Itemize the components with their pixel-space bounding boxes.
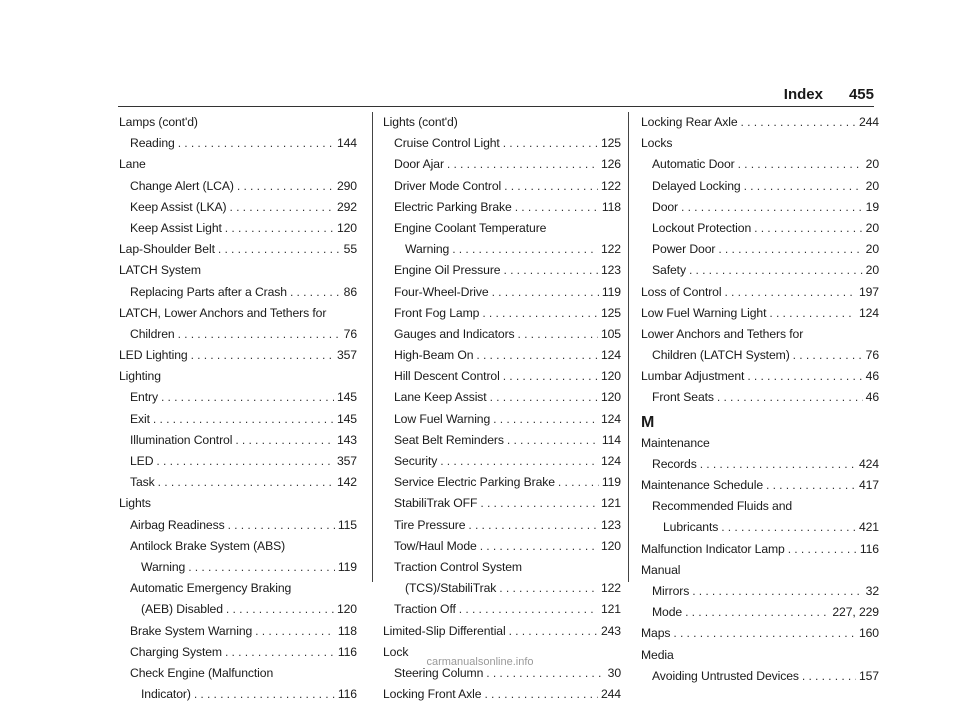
index-entry (119, 366, 357, 387)
entry-page-ref[interactable]: 119 (601, 284, 621, 299)
index-entry (641, 324, 879, 345)
index-entry (119, 515, 357, 536)
index-entry (641, 666, 879, 687)
dot-leader (788, 539, 857, 560)
entry-label: Power Door (652, 242, 716, 257)
entry-label: Brake System Warning (130, 623, 253, 638)
entry-page-ref[interactable]: 124 (600, 454, 621, 468)
dot-leader (747, 366, 862, 387)
entry-label: (TCS)/StabiliTrak (405, 581, 497, 596)
entry-label: Keep Assist (LKA) (130, 199, 227, 214)
entry-page-ref[interactable]: 120 (600, 369, 621, 384)
dot-leader (480, 493, 598, 514)
entry-label: Hill Descent Control (394, 369, 500, 384)
dot-leader (237, 176, 334, 197)
entry-label: Lubricants (663, 520, 719, 535)
entry-label: Steering Column (394, 665, 484, 680)
dot-leader (499, 578, 598, 599)
entry-label: Locking Rear Axle (641, 115, 738, 129)
entry-page-ref[interactable]: 119 (337, 559, 357, 574)
index-entry (119, 409, 357, 430)
dot-leader (689, 260, 863, 281)
index-entry (119, 133, 357, 154)
entry-label: Avoiding Untrusted Devices (652, 668, 799, 683)
entry-label: StabiliTrak OFF (394, 496, 478, 511)
entry-label: Entry (130, 390, 158, 405)
dot-leader (218, 239, 341, 260)
dot-leader (153, 409, 334, 430)
entry-page-ref[interactable]: 86 (343, 284, 357, 299)
index-letter-heading: M (641, 413, 655, 431)
dot-leader (515, 197, 599, 218)
entry-page-ref[interactable]: 142 (336, 475, 357, 490)
entry-page-ref[interactable]: 143 (336, 432, 357, 447)
index-entry (119, 197, 357, 218)
entry-label: Traction Control System (394, 559, 522, 574)
entry-page-ref[interactable]: 120 (600, 390, 621, 405)
entry-label: Manual (641, 562, 681, 577)
dot-leader (724, 282, 855, 303)
dot-leader (440, 451, 598, 472)
index-entry (383, 133, 621, 154)
index-entry (119, 260, 357, 281)
dot-leader (447, 154, 598, 175)
watermark: carmanualsonline.info (426, 656, 534, 668)
entry-page-ref[interactable]: 145 (336, 411, 357, 426)
entry-label: Lumbar Adjustment (641, 369, 745, 384)
entry-page-ref[interactable]: 124 (600, 411, 621, 426)
index-entry (641, 517, 879, 538)
index-entry (383, 197, 621, 218)
entry-page-ref[interactable]: 121 (600, 496, 621, 511)
index-entry (119, 557, 357, 578)
entry-page-ref[interactable]: 124 (858, 305, 879, 320)
index-entry (641, 581, 879, 602)
entry-page-ref[interactable]: 123 (600, 517, 621, 532)
dot-leader (504, 176, 598, 197)
index-entry (383, 324, 621, 345)
index-entry (383, 451, 621, 472)
dot-leader (492, 282, 599, 303)
entry-label: Maintenance (641, 435, 710, 450)
dot-leader (754, 218, 862, 239)
entry-label: Warning (405, 242, 450, 257)
index-entry (119, 472, 357, 493)
index-entry (383, 387, 621, 408)
entry-page-ref[interactable]: 116 (337, 687, 357, 702)
dot-leader (509, 621, 598, 642)
dot-leader (503, 366, 598, 387)
page-number: 455 (848, 85, 874, 103)
entry-page-ref[interactable]: 290 (336, 178, 357, 193)
entry-label: Low Fuel Warning (394, 411, 491, 426)
entry-page-ref[interactable]: 244 (858, 115, 879, 129)
index-entry (383, 493, 621, 514)
entry-label: Automatic Door (652, 157, 735, 172)
index-entry (641, 133, 879, 154)
entry-page-ref[interactable]: 357 (336, 348, 357, 363)
entry-label: Charging System (130, 644, 222, 659)
index-entry (383, 409, 621, 430)
entry-page-ref[interactable]: 244 (600, 687, 621, 702)
index-entry (641, 433, 879, 454)
index-entry (641, 154, 879, 175)
entry-page-ref[interactable]: 124 (600, 348, 621, 363)
index-entry (641, 454, 879, 475)
index-entry (383, 599, 621, 620)
header-rule (118, 106, 874, 107)
entry-page-ref[interactable]: 122 (600, 581, 621, 596)
entry-label: Engine Oil Pressure (394, 263, 501, 278)
entry-page-ref[interactable]: 30 (607, 665, 621, 680)
entry-page-ref[interactable]: 357 (336, 454, 357, 468)
entry-page-ref[interactable]: 243 (600, 623, 621, 638)
index-entry (119, 154, 357, 175)
index-entry (641, 303, 879, 324)
index-entry (383, 303, 621, 324)
entry-label: Electric Parking Brake (394, 199, 512, 214)
index-entry (119, 324, 357, 345)
dot-leader (558, 472, 599, 493)
entry-label: Media (641, 647, 674, 662)
entry-label: Tire Pressure (394, 517, 466, 532)
entry-label: Engine Coolant Temperature (394, 220, 547, 235)
index-entry (641, 239, 879, 260)
entry-label: Mode (652, 605, 683, 620)
entry-label: Exit (130, 411, 150, 426)
dot-leader (738, 154, 863, 175)
entry-label: Cruise Control Light (394, 136, 500, 151)
entry-label: Lights (119, 496, 151, 511)
index-entry (119, 282, 357, 303)
dot-leader (230, 197, 334, 218)
index-entry (383, 154, 621, 175)
entry-page-ref[interactable]: 118 (337, 623, 357, 638)
entry-page-ref[interactable]: 122 (600, 242, 621, 257)
entry-page-ref[interactable]: 292 (336, 199, 357, 214)
index-entry (383, 239, 621, 260)
dot-leader (766, 475, 856, 496)
dot-leader (468, 515, 598, 536)
dot-leader (161, 387, 334, 408)
index-entry (119, 176, 357, 197)
entry-label: Front Seats (652, 390, 714, 405)
entry-label: Check Engine (Malfunction (130, 665, 274, 680)
dot-leader (156, 451, 334, 472)
entry-label: Seat Belt Reminders (394, 432, 504, 447)
entry-label: LATCH, Lower Anchors and Tethers for (119, 305, 327, 320)
index-entry (641, 176, 879, 197)
entry-page-ref[interactable]: 120 (336, 220, 357, 235)
entry-label: Lap-Shoulder Belt (119, 242, 215, 257)
dot-leader (490, 387, 598, 408)
entry-label: Loss of Control (641, 284, 722, 299)
index-entry (383, 345, 621, 366)
entry-label: Lamps (cont'd) (119, 115, 198, 129)
entry-label: High-Beam On (394, 348, 474, 363)
index-entry (641, 282, 879, 303)
entry-page-ref[interactable]: 421 (858, 520, 879, 535)
entry-label: Change Alert (LCA) (130, 178, 234, 193)
dot-leader (476, 345, 598, 366)
entry-page-ref[interactable]: 19 (865, 199, 879, 214)
dot-leader (158, 472, 334, 493)
entry-page-ref[interactable]: 197 (858, 284, 879, 299)
entry-page-ref[interactable]: 160 (858, 626, 879, 641)
entry-page-ref[interactable]: 20 (865, 157, 879, 172)
entry-page-ref[interactable]: 424 (858, 456, 879, 471)
dot-leader (290, 282, 341, 303)
entry-page-ref[interactable]: 114 (601, 432, 621, 447)
entry-label: Lighting (119, 369, 161, 384)
index-entry (383, 578, 621, 599)
index-entry (641, 496, 879, 517)
index-entry (641, 623, 879, 644)
dot-leader (504, 260, 598, 281)
dot-leader (255, 621, 335, 642)
index-entry (383, 282, 621, 303)
index-entry (119, 112, 357, 133)
entry-page-ref[interactable]: 144 (336, 136, 357, 151)
entry-label: Front Fog Lamp (394, 305, 480, 320)
dot-leader (681, 197, 863, 218)
dot-leader (692, 581, 862, 602)
entry-page-ref[interactable]: 46 (865, 369, 879, 384)
entry-label: Tow/Haul Mode (394, 538, 477, 553)
dot-leader (228, 515, 335, 536)
index-entry (641, 539, 879, 560)
entry-label: Safety (652, 263, 686, 278)
entry-label: Driver Mode Control (394, 178, 502, 193)
index-entry (383, 366, 621, 387)
index-column-1 (119, 112, 357, 705)
index-entry (383, 536, 621, 557)
index-entry (383, 176, 621, 197)
entry-label: Children (LATCH System) (652, 348, 790, 363)
page-header (120, 84, 874, 104)
index-entry (383, 260, 621, 281)
dot-leader (717, 387, 863, 408)
entry-label: Records (652, 456, 697, 471)
index-entry (641, 560, 879, 581)
index-entry (383, 684, 621, 705)
entry-label: Lane Keep Assist (394, 390, 487, 405)
dot-leader (482, 303, 598, 324)
entry-label: Recommended Fluids and (652, 499, 793, 514)
dot-leader (493, 409, 598, 430)
index-entry (119, 451, 357, 472)
entry-label: (AEB) Disabled (141, 602, 223, 617)
entry-label: Traction Off (394, 602, 456, 617)
dot-leader (793, 345, 863, 366)
entry-page-ref[interactable]: 20 (865, 220, 879, 235)
entry-page-ref[interactable]: 46 (865, 390, 879, 405)
entry-label: LED Lighting (119, 348, 188, 363)
index-entry (119, 684, 357, 705)
entry-page-ref[interactable]: 55 (343, 242, 357, 257)
entry-page-ref[interactable]: 20 (865, 242, 879, 257)
entry-label: Airbag Readiness (130, 517, 225, 532)
index-entry (641, 602, 879, 623)
entry-label: Four-Wheel-Drive (394, 284, 489, 299)
entry-page-ref[interactable]: 76 (865, 348, 879, 363)
entry-label: Illumination Control (130, 432, 233, 447)
dot-leader (188, 557, 335, 578)
index-entry (641, 475, 879, 496)
column-divider (372, 112, 373, 582)
entry-page-ref[interactable]: 76 (343, 326, 357, 341)
entry-label: Lane (119, 157, 146, 172)
entry-page-ref[interactable]: 227, 229 (832, 605, 879, 620)
dot-leader (744, 176, 863, 197)
dot-leader (503, 133, 598, 154)
entry-page-ref[interactable]: 120 (600, 538, 621, 553)
index-entry (383, 557, 621, 578)
dot-leader (484, 684, 597, 705)
entry-page-ref[interactable]: 123 (600, 263, 621, 278)
index-entry (119, 218, 357, 239)
entry-label: Replacing Parts after a Crash (130, 284, 287, 299)
entry-label: Maps (641, 626, 671, 641)
index-entry (383, 621, 621, 642)
entry-label: Task (130, 475, 155, 490)
section-title: Index (783, 85, 823, 103)
index-entry (119, 493, 357, 514)
entry-page-ref[interactable]: 125 (600, 305, 621, 320)
index-entry (641, 387, 879, 408)
index-entry (641, 197, 879, 218)
column-divider (628, 112, 629, 582)
dot-leader (191, 345, 334, 366)
entry-page-ref[interactable]: 157 (858, 668, 879, 683)
entry-label: Children (130, 326, 175, 341)
dot-leader (721, 517, 856, 538)
dot-leader (769, 303, 856, 324)
dot-leader (459, 599, 598, 620)
entry-label: Lock (383, 644, 409, 659)
entry-label: Low Fuel Warning Light (641, 305, 767, 320)
entry-page-ref[interactable]: 105 (600, 326, 621, 341)
entry-label: Mirrors (652, 583, 690, 598)
dot-leader (685, 602, 829, 623)
entry-label: LATCH System (119, 263, 201, 278)
entry-page-ref[interactable]: 115 (337, 517, 357, 532)
index-entry (383, 112, 621, 133)
dot-leader (507, 430, 599, 451)
dot-leader (178, 133, 334, 154)
index-entry (641, 112, 879, 133)
entry-label: Door (652, 199, 679, 214)
index-entry (383, 515, 621, 536)
index-entry (383, 218, 621, 239)
dot-leader (802, 666, 856, 687)
entry-page-ref[interactable]: 120 (336, 602, 357, 617)
entry-page-ref[interactable]: 121 (600, 602, 621, 617)
entry-label: Lights (cont'd) (383, 115, 458, 129)
entry-label: Indicator) (141, 687, 191, 702)
index-entry (641, 345, 879, 366)
entry-label: Malfunction Indicator Lamp (641, 541, 785, 556)
entry-label: Limited-Slip Differential (383, 623, 506, 638)
index-entry (119, 578, 357, 599)
entry-label: Antilock Brake System (ABS) (130, 538, 286, 553)
dot-leader (741, 112, 856, 133)
dot-leader (518, 324, 598, 345)
index-entry (641, 366, 879, 387)
entry-page-ref[interactable]: 417 (858, 478, 879, 492)
entry-page-ref[interactable]: 20 (865, 178, 879, 193)
dot-leader (194, 684, 335, 705)
entry-page-ref[interactable]: 125 (600, 136, 621, 151)
entry-label: Maintenance Schedule (641, 478, 763, 492)
entry-page-ref[interactable]: 118 (601, 199, 621, 214)
entry-label: Delayed Locking (652, 178, 741, 193)
index-entry (641, 260, 879, 281)
entry-label: Keep Assist Light (130, 220, 222, 235)
dot-leader (452, 239, 598, 260)
entry-label: Lockout Protection (652, 220, 752, 235)
entry-page-ref[interactable]: 126 (600, 157, 621, 172)
entry-label: Automatic Emergency Braking (130, 581, 292, 596)
entry-label: Locks (641, 136, 673, 151)
index-entry (119, 621, 357, 642)
entry-label: Lower Anchors and Tethers for (641, 326, 804, 341)
index-entry (383, 430, 621, 451)
index-entry (119, 239, 357, 260)
index-column-2 (383, 112, 621, 705)
index-entry (119, 345, 357, 366)
dot-leader (673, 623, 856, 644)
entry-page-ref[interactable]: 119 (601, 475, 621, 490)
dot-leader (226, 599, 334, 620)
entry-label: Service Electric Parking Brake (394, 475, 555, 490)
entry-page-ref[interactable]: 116 (337, 644, 357, 659)
entry-label: Locking Front Axle (383, 687, 482, 702)
index-entry (119, 387, 357, 408)
entry-label: Security (394, 454, 438, 468)
index-entry (119, 599, 357, 620)
index-column-3 (641, 112, 879, 687)
index-entry (119, 536, 357, 557)
index-entry (641, 218, 879, 239)
entry-page-ref[interactable]: 32 (865, 583, 879, 598)
entry-label: LED (130, 454, 154, 468)
index-entry (119, 430, 357, 451)
dot-leader (235, 430, 334, 451)
index-entry (119, 303, 357, 324)
entry-page-ref[interactable]: 20 (865, 263, 879, 278)
entry-page-ref[interactable]: 116 (859, 541, 879, 556)
index-entry (383, 472, 621, 493)
entry-label: Reading (130, 136, 175, 151)
dot-leader (480, 536, 598, 557)
entry-label: Door Ajar (394, 157, 444, 172)
entry-label: Warning (141, 559, 186, 574)
dot-leader (700, 454, 856, 475)
dot-leader (178, 324, 341, 345)
entry-page-ref[interactable]: 122 (600, 178, 621, 193)
dot-leader (718, 239, 862, 260)
dot-leader (225, 218, 334, 239)
entry-page-ref[interactable]: 145 (336, 390, 357, 405)
entry-label: Gauges and Indicators (394, 326, 515, 341)
